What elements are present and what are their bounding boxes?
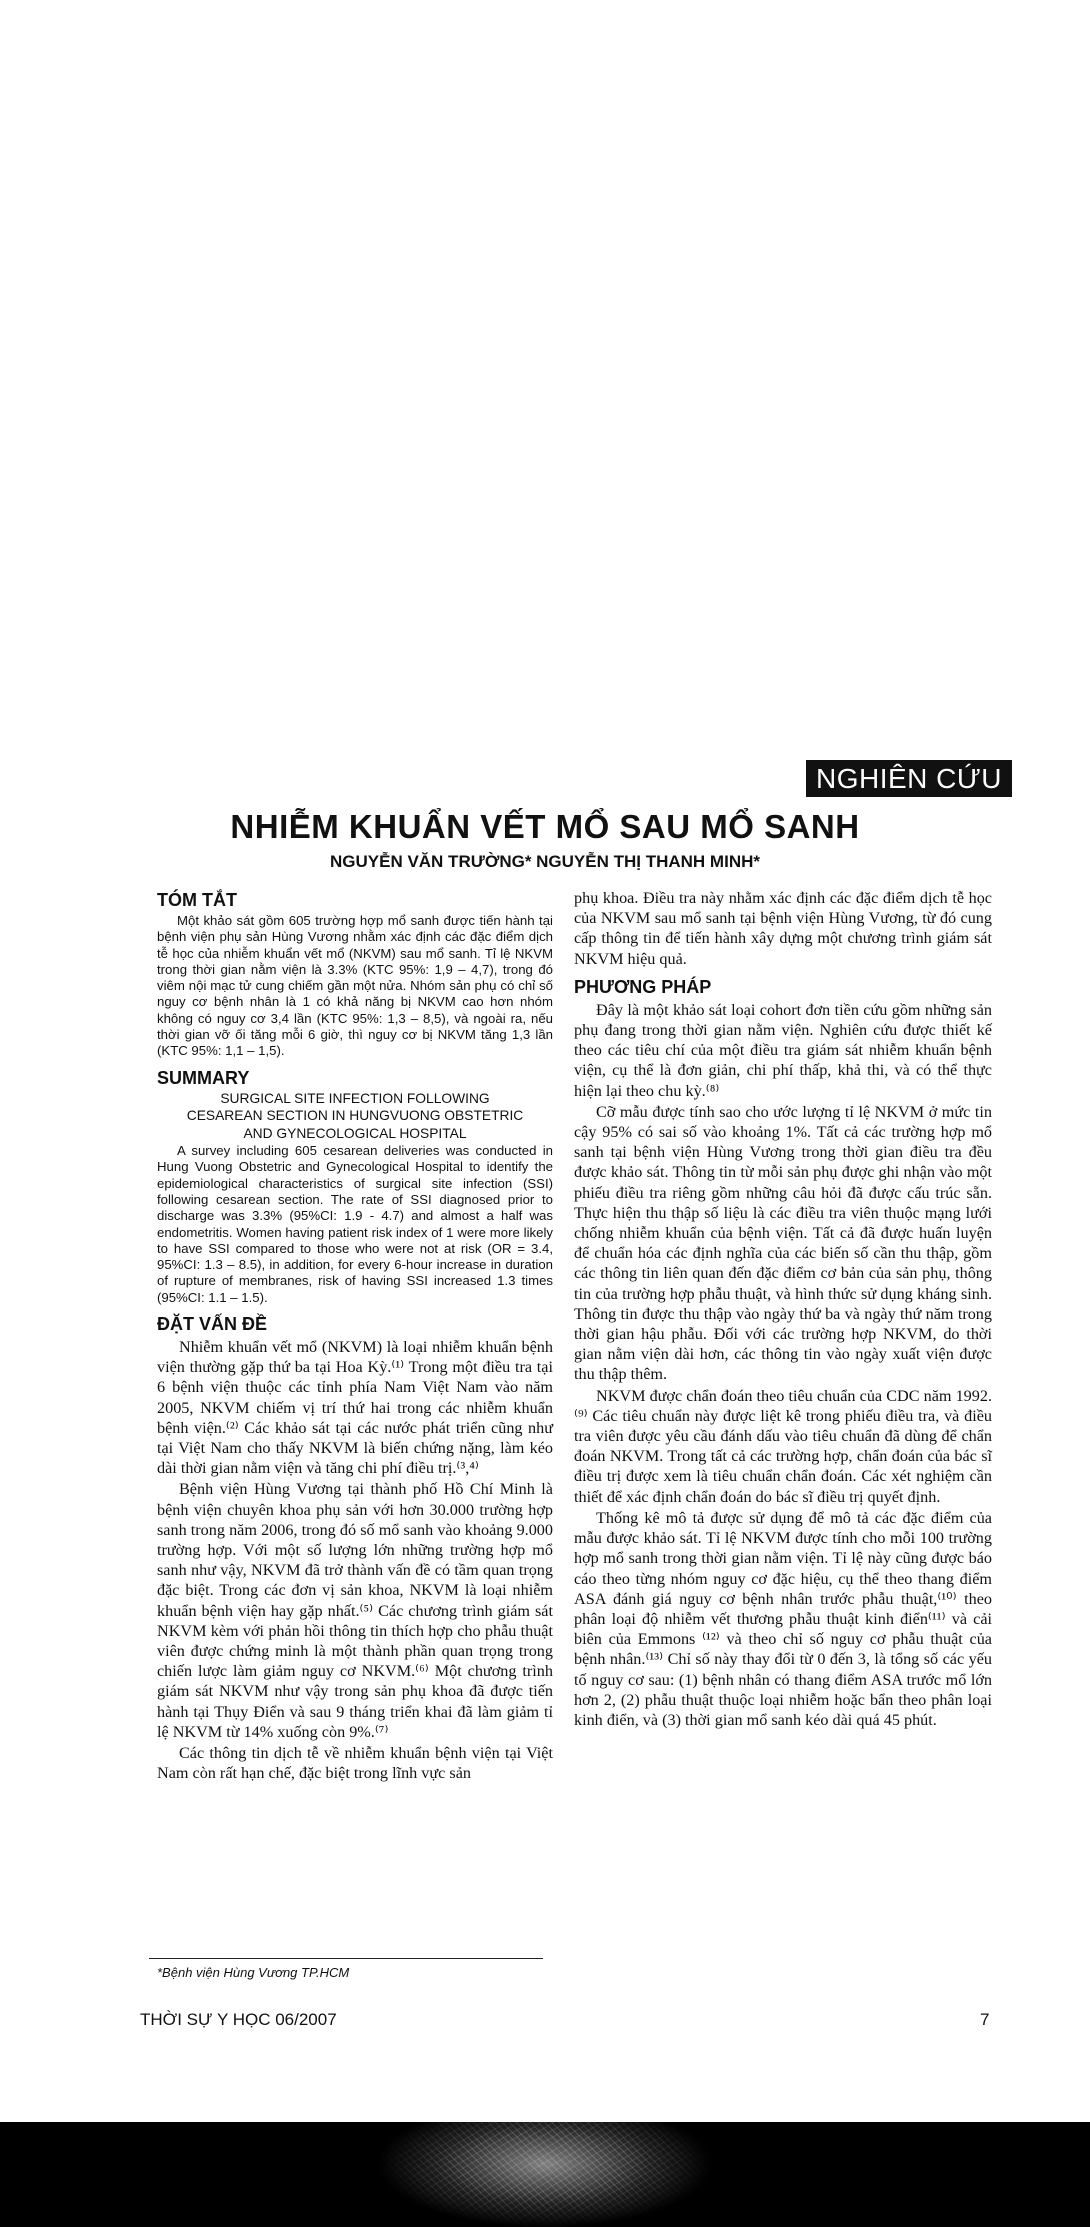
methods-paragraph: Đây là một khảo sát loại cohort đơn tiền cứu gồm những sản phụ đang trong thời gian nằm viện. Nghiên cứu được thiết kế theo các tiêu chí của một điều tra giám sát nhiễm khuẩn bệnh viện, cụ thể là đơn giản, chi phí thấp, khả thi, và có thể thực hiện lại theo chu kỳ.⁽⁸⁾ (574, 1000, 992, 1100)
methods-heading: PHƯƠNG PHÁP (574, 976, 712, 997)
methods-paragraph: Cỡ mẫu được tính sao cho ước lượng tỉ lệ NKVM ở mức tin cậy 95% có sai số vào khoảng 1%. Tất cả các trường hợp mổ sanh tại bệnh viện Hùng Vương trong thời gian điều tra đều được khảo sát. Thông tin từ mỗi sản phụ được ghi nhận vào một phiếu điều tra riêng gồm những câu hỏi đã được cấu trúc sẵn. Thực hiện thu thập số liệu là các điều tra viên thuộc mạng lưới chống nhiễm khuẩn của bệnh viện. Tất cả đã được huấn luyện để chuẩn hóa các định nghĩa của các biến số cần thu thập, gồm các thông tin liên quan đến đặc điểm cơ bản của sản phụ, thông tin của trường hợp phẫu thuật, và hình thức sử dụng kháng sinh. Thông tin được thu thập vào ngày thứ ba và ngày thứ năm trong thời gian hậu phẫu. Đối với các trường hợp NKVM, do thời gian nằm viện dài hơn, các thông tin vào ngày xuất viện được thu thập thêm. (574, 1102, 992, 1384)
scan-edge-band (0, 2122, 1090, 2227)
journal-footer: THỜI SỰ Y HỌC 06/2007 (140, 2010, 337, 2029)
left-column (157, 888, 553, 1785)
intro-heading: ĐẶT VẤN ĐỀ (157, 1314, 268, 1335)
article-title: NHIỄM KHUẨN VẾT MỔ SAU MỔ SANH (230, 808, 860, 845)
right-column (574, 888, 992, 1731)
methods-paragraph: NKVM được chẩn đoán theo tiêu chuẩn của CDC năm 1992.⁽⁹⁾ Các tiêu chuẩn này được liệt kê trong phiếu điều tra, và điều tra viên được yêu cầu đánh dấu vào tiêu chuẩn đã dùng để chẩn đoán NKVM. Trong tất cả các trường hợp, chẩn đoán của bác sĩ điều trị được xem là tiêu chuẩn chẩn đoán. Các xét nghiệm cần thiết để xác định chẩn đoán do bác sĩ điều trị quyết định. (574, 1386, 992, 1506)
section-badge: NGHIÊN CỨU (806, 760, 1012, 797)
summary-title-line: CESAREAN SECTION IN HUNGVUONG OBSTETRIC (186, 1108, 524, 1124)
intro-paragraph: Bệnh viện Hùng Vương tại thành phố Hồ Chí Minh là bệnh viện chuyên khoa phụ sản với hơn 30.000 trường hợp sanh trong năm 2006, trong đó số mổ sanh vào khoảng 9.000 trường hợp. Với một số lượng lớn những trường hợp mổ sanh như vậy, NKVM đã trở thành vấn đề có tầm quan trọng đặc biệt. Trong các đơn vị sản khoa, NKVM là loại nhiễm khuẩn bệnh viện hay gặp nhất.⁽⁵⁾ Các chương trình giám sát NKVM kèm với phản hồi thông tin thích hợp cho phẫu thuật viên được chứng minh là một thành phần quan trọng trong chiến lược làm giảm nguy cơ NKVM.⁽⁶⁾ Một chương trình giám sát NKVM như vậy trong sản phụ khoa đã được tiến hành tại Thụy Điển và sau 9 tháng triển khai đã làm giảm tỉ lệ NKVM từ 14% xuống còn 9%.⁽⁷⁾ (157, 1480, 553, 1741)
summary-heading: SUMMARY (157, 1067, 250, 1088)
affiliation-footnote: *Bệnh viện Hùng Vương TP.HCM (157, 1965, 350, 1980)
intro-paragraph: Nhiễm khuẩn vết mổ (NKVM) là loại nhiễm khuẩn bệnh viện thường gặp thứ ba tại Hoa Kỳ.⁽¹⁾ Trong một điều tra tại 6 bệnh viện thuộc các tỉnh phía Nam Việt Nam vào năm 2005, NKVM chiếm vị trí thứ hai trong các nhiễm khuẩn bệnh viện.⁽²⁾ Các khảo sát tại các nước phát triển cũng như tại Việt Nam cho thấy NKVM là biến chứng nặng, làm kéo dài thời gian nằm viện và tăng chi phí điều trị.⁽³,⁴⁾ (157, 1338, 553, 1478)
summary-text: A survey including 605 cesarean deliveries was conducted in Hung Vuong Obstetric and Gynecological Hospital to identify the epidemiological characteristics of surgical site infection (SSI) following cesarean section. The rate of SSI diagnosed prior to discharge was 3.3% (95%CI: 1.9 - 4.7) and almost a half was endometritis. Women having patient risk index of 1 were more likely to have SSI compared to those who were not at risk (OR = 3.4, 95%CI: 1.3 – 8.5), in addition, for every 6-hour increase in duration of rupture of membranes, risk of having SSI increased 1.3 times (95%CI: 1.1 – 1.5). (157, 1143, 553, 1305)
summary-title-line: SURGICAL SITE INFECTION FOLLOWING (220, 1090, 490, 1106)
summary-title-line: AND GYNECOLOGICAL HOSPITAL (243, 1126, 467, 1142)
intro-paragraph: Các thông tin dịch tễ về nhiễm khuẩn bệnh viện tại Việt Nam còn rất hạn chế, đặc biệt trong lĩnh vực sản (157, 1744, 553, 1783)
page-number: 7 (980, 2010, 990, 2029)
methods-paragraph: Thống kê mô tả được sử dụng để mô tả các đặc điểm của mẫu được khảo sát. Tỉ lệ NKVM được tính cho mỗi 100 trường hợp mổ sanh trong thời gian nằm viện. Tỉ lệ này cũng được báo cáo theo từng nhóm nguy cơ đặc hiệu, cụ thể theo thang điểm ASA đánh giá nguy cơ bệnh nhân trước phẫu thuật,⁽¹⁰⁾ theo phân loại độ nhiễm vết thương phẫu thuật kinh điển⁽¹¹⁾ và cải biên của Emmons ⁽¹²⁾ và theo chỉ số nguy cơ phẫu thuật của bệnh nhân.⁽¹³⁾ Chỉ số này thay đổi từ 0 đến 3, là tổng số các yếu tố nguy cơ sau: (1) bệnh nhân có thang điểm ASA trước mổ lớn hơn 2, (2) phẫu thuật thuộc loại nhiễm hoặc bẩn theo phân loại kinh điển, và (3) thời gian mổ sanh kéo dài quá 45 phút. (574, 1508, 992, 1729)
article-authors: NGUYỄN VĂN TRƯỜNG* NGUYỄN THỊ THANH MINH* (329, 852, 760, 871)
footnote-divider (149, 1958, 543, 1959)
abstract-text: Một khảo sát gồm 605 trường hợp mổ sanh được tiến hành tại bệnh viện phụ sản Hùng Vương nhằm xác định các đặc điểm dịch tễ học của nhiễm khuẩn vết mổ (NKVM) sau mổ sanh. Tỉ lệ NKVM trong thời gian nằm viện là 3.3% (KTC 95%: 1,9 – 4,7), trong đó viêm nội mạc tử cung chiếm gần một nửa. Nhóm sản phụ có chỉ số nguy cơ bệnh nhân là 1 có khả năng bị NKVM cao hơn nhóm không có nguy cơ 3,4 lần (KTC 95%: 1,3 – 8,5), và ngoài ra, nếu thời gian vỡ ối tăng mỗi 6 giờ, thì nguy cơ bị NKVM tăng 1,3 lần (KTC 95%: 1,1 – 1,5). (157, 913, 553, 1059)
scan-noise (380, 2122, 710, 2227)
intro-paragraph-continued: phụ khoa. Điều tra này nhằm xác định các đặc điểm dịch tễ học của NKVM sau mổ sanh tại bệnh viện Hùng Vương, từ đó cung cấp thông tin để tiến hành xây dựng một chương trình giám sát NKVM hiệu quả. (574, 889, 992, 968)
abstract-heading: TÓM TẮT (157, 890, 237, 910)
